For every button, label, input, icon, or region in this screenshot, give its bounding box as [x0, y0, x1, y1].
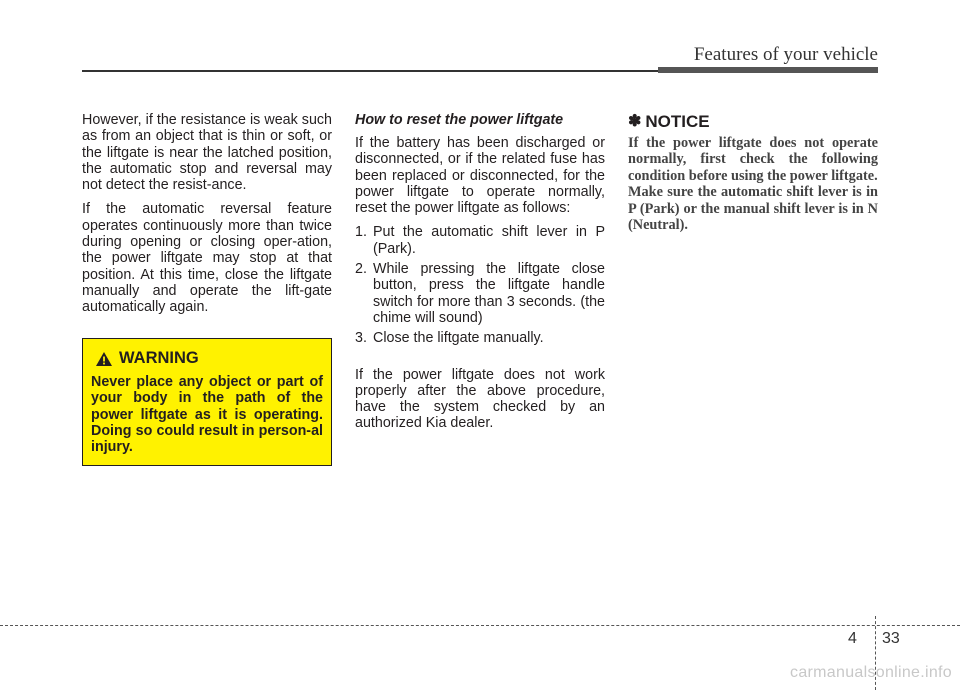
paragraph-dealer: If the power liftgate does not work properly after the above procedure, have the system checked by an authorized Kia dealer. [355, 366, 605, 432]
step-number: 2. [355, 261, 367, 278]
warning-triangle-icon [95, 351, 113, 367]
paragraph-reset-intro: If the battery has been discharged or disconnected, or if the related fuse has been replaced or disconnected, for the power liftgate to operate normally, reset the power liftgate as follows: [355, 135, 605, 217]
step-text: Close the liftgate manually. [373, 330, 544, 347]
column-right [628, 112, 878, 233]
paragraph-automatic-reversal: If the automatic reversal feature operates continuously more than twice during opening or closing oper-ation, the power liftgate may stop at that position. At this time, close the liftgate manually and operate the lift-gate automatically again. [82, 201, 332, 316]
step-text: Put the automatic shift lever in P (Park). [373, 224, 605, 257]
header-bar [658, 67, 878, 73]
warning-title: WARNING [119, 349, 199, 367]
paragraph-resistance: However, if the resistance is weak such as from an object that is thin or soft, or the liftgate is near the latched position, the automatic stop and reversal may not detect the resist-ance. [82, 112, 332, 194]
notice-mark-icon: ✽ [628, 113, 642, 130]
step-text: While pressing the liftgate close button, press the liftgate handle switch for more than 3 seconds. (the chime will sound) [373, 261, 605, 326]
notice-text-check: If the power liftgate does not operate normally, first check the following condition before using the power liftgate. [628, 135, 878, 184]
notice-text-shift-lever: Make sure the automatic shift lever is in P (Park) or the manual shift lever is in N (Neutral). [628, 184, 878, 234]
column-middle [355, 112, 605, 432]
chapter-number: 4 [848, 630, 857, 647]
watermark: carmanualsonline.info [790, 664, 952, 681]
page-header-title: Features of your vehicle [693, 44, 878, 65]
step-number: 1. [355, 224, 367, 241]
list-item [355, 261, 605, 326]
list-item [355, 224, 605, 257]
warning-box [82, 338, 332, 466]
warning-text: Never place any object or part of your body in the path of the power liftgate as it is operating. Doing so could result in person-al injury. [91, 374, 323, 456]
reset-steps-list [355, 224, 605, 346]
page-number: 33 [882, 630, 900, 647]
section-heading-reset: How to reset the power liftgate [355, 112, 564, 128]
list-item [355, 330, 605, 346]
warning-heading [95, 349, 323, 368]
column-left [82, 112, 332, 324]
step-number: 3. [355, 330, 367, 347]
notice-title: NOTICE [645, 112, 710, 131]
footer-rule [0, 625, 960, 626]
notice-heading [628, 112, 878, 132]
